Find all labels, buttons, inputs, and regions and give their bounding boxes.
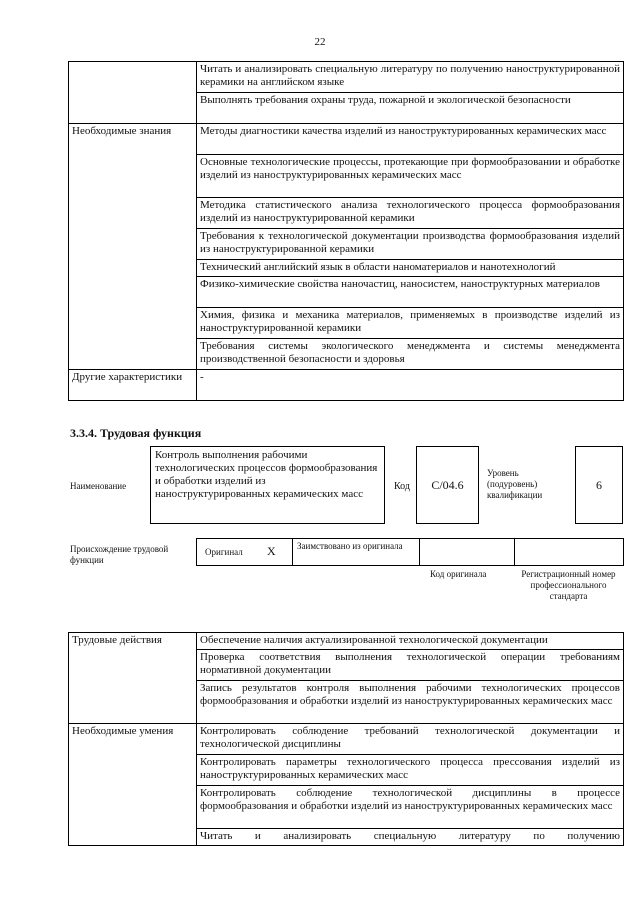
table-cell: Обеспечение наличия актуализированной технологической документации (197, 633, 624, 650)
code-label: Код (394, 481, 410, 492)
level-label: Уровень (подуровень) квалификации (487, 468, 543, 500)
table-cell: Контролировать параметры технологического процесса прессования изделий из наноструктурированных керамических масс (197, 755, 624, 786)
code-original-cell (419, 539, 515, 565)
code-box (416, 446, 479, 524)
table-cell: - (197, 370, 624, 401)
section-title: 3.3.4. Трудовая функция (70, 426, 202, 440)
borrowed-label: Заимствовано из оригинала (297, 541, 403, 551)
table-cell: Требования системы экологического менеджмента и системы менеджмента производственной безопасности и здоровья (197, 339, 624, 370)
level-value: 6 (596, 477, 602, 492)
table-cell: Выполнять требования охраны труда, пожарной и экологической безопасности (197, 93, 624, 124)
table-cell: Запись результатов контроля выполнения рабочими технологических процессов формообразования и обработки изделий из наноструктурированных керамических масс (197, 681, 624, 724)
row-label-actions: Трудовые действия (69, 633, 197, 724)
page-number: 22 (314, 36, 326, 48)
table-cell: Контролировать соблюдение технологической дисциплины в процессе формообразования и обработки изделий из наноструктурированных керамических масс (197, 786, 624, 829)
row-label-knowledge: Необходимые знания (69, 124, 197, 370)
reg-number-label: Регистрационный номер профессионального стандарта (521, 569, 616, 601)
table-cell: Химия, физика и механика материалов, применяемых в производстве изделий из наноструктурированной керамики (197, 308, 624, 339)
original-label: Оригинал (205, 547, 243, 557)
name-label: Наименование (70, 481, 127, 491)
row-label-other: Другие характеристики (69, 370, 197, 401)
table-cell: Технический английский язык в области наноматериалов и нанотехнологий (197, 260, 624, 277)
origin-label: Происхождение трудовой функции (70, 544, 169, 565)
origin-box (196, 538, 624, 566)
table-cell: Основные технологические процессы, протекающие при формообразовании и обработке изделий из наноструктурированных керамических масс (197, 155, 624, 198)
row-label (69, 62, 197, 124)
top-requirements-table (68, 61, 624, 401)
table-cell: Читать и анализировать специальную литературу по получению наноструктурированной керамики на английском языке (197, 62, 624, 93)
function-name: Контроль выполнения рабочими технологических процессов формообразования и обработки изделий из наноструктурированных керамических масс (155, 449, 378, 500)
original-mark: X (267, 544, 276, 558)
table-cell: Контролировать соблюдение требований технологической документации и технологической дисциплины (197, 724, 624, 755)
code-original-label: Код оригинала (430, 569, 487, 579)
level-box (575, 446, 623, 524)
original-cell (197, 539, 293, 565)
row-label-skills: Необходимые умения (69, 724, 197, 846)
table-cell: Методика статистического анализа технологического процесса формообразования изделий из наноструктурированной керамики (197, 198, 624, 229)
table-cell: Методы диагностики качества изделий из наноструктурированных керамических масс (197, 124, 624, 155)
table-cell: Физико-химические свойства наночастиц, наносистем, наноструктурных материалов (197, 277, 624, 308)
table-cell: Читать и анализировать специальную литературу по получению (197, 829, 624, 846)
table-cell: Требования к технологической документации производства формообразования изделий из наноструктурированной керамики (197, 229, 624, 260)
table-cell: Проверка соответствия выполнения технологической операции требованиям нормативной документации (197, 650, 624, 681)
code-value: С/04.6 (431, 477, 464, 492)
bottom-requirements-table (68, 632, 624, 846)
function-name-box (150, 446, 385, 524)
